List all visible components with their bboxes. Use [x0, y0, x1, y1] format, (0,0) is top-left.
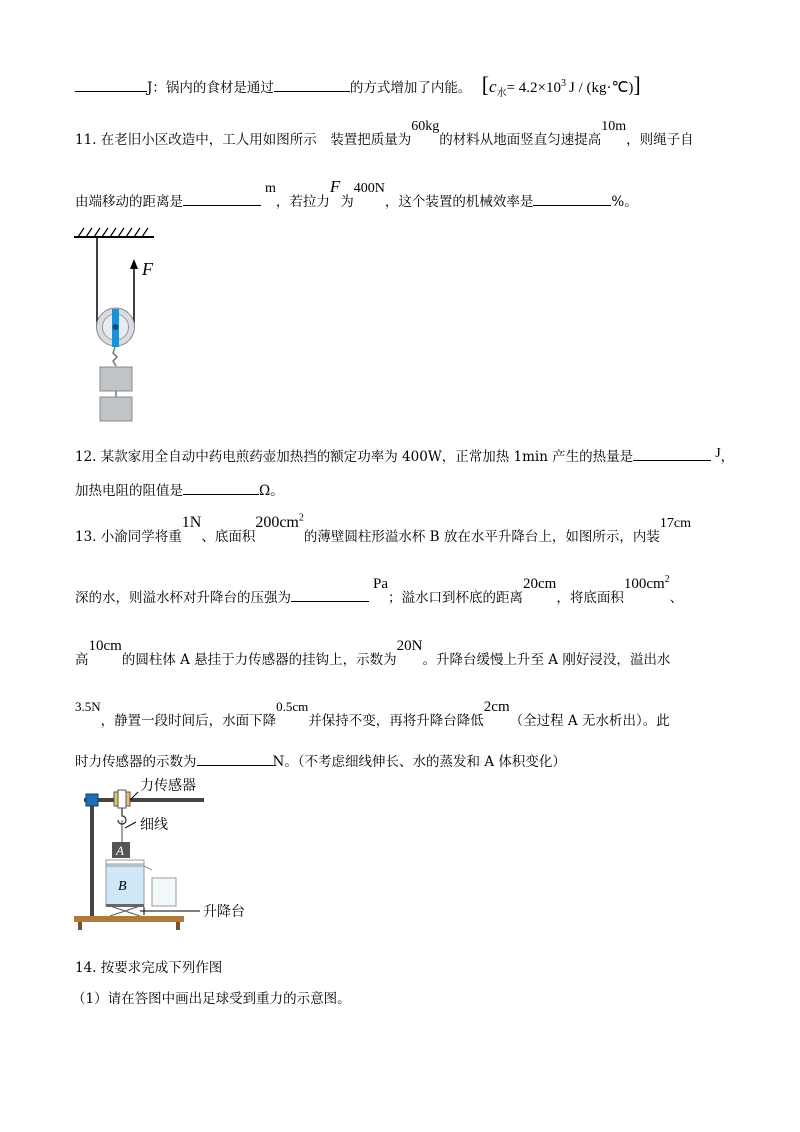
height-value: 10m: [601, 119, 627, 134]
answer-blank[interactable]: [533, 191, 611, 206]
mass-value: 60kg: [411, 119, 440, 134]
thread-label: 细线: [140, 817, 168, 833]
specific-heat-formula: [$c_水= 4.2\times 10^3$ J / (kg·℃)]: [481, 72, 641, 99]
q13-line-3: 高10cm的圆柱体 A 悬挂于力传感器的挂钩上，示数为20N。升降台缓慢上升至 A 刚好浸没，溢出水: [75, 638, 671, 668]
answer-blank[interactable]: [291, 587, 369, 602]
q14-title: 14. 按要求完成下列作图: [75, 960, 223, 976]
answer-blank[interactable]: [183, 480, 259, 495]
q14-sub1: （1）请在答图中画出足球受到重力的示意图。: [72, 991, 351, 1007]
answer-blank[interactable]: [197, 751, 273, 766]
q10-text-1: J：锅内的食材是通过: [147, 80, 274, 96]
q10-line: [75, 72, 641, 99]
cylinder-a-label: A: [116, 843, 124, 858]
overflow-cup-figure: [70, 776, 300, 936]
q13-line-2: 深的水，则溢水杯对升降台的压强为Pa；溢水口到杯底的距离20cm，将底面积$100cm^2$、: [75, 574, 684, 606]
q13-line-1: 13. 小渝同学将重1N、底面积$200cm^2$的薄壁圆柱形溢水杯 B 放在水平升降台上，如图所示，内装17cm: [75, 512, 691, 545]
cup-b-label: B: [118, 879, 127, 894]
q12-line-2: 加热电阻的阻值是 Ω。: [75, 479, 284, 499]
q10-text-2: 的方式增加了内能。: [349, 80, 472, 96]
q13-line-5: 时力传感器的示数为 N。（不考虑细线伸长、水的蒸发和 A 体积变化）: [75, 750, 566, 770]
pulley-figure: [70, 225, 180, 425]
q11-line-1: 11. 在老旧小区改造中，工人用如图所示 装置把质量为60kg的材料从地面竖直匀速提高10m，则绳子自: [75, 119, 694, 148]
answer-blank[interactable]: [75, 77, 147, 92]
force-symbol: F: [329, 177, 341, 196]
q12-line-1: 12. 某款家用全自动中药电煎药壶加热挡的额定功率为 400W，正常加热 1min 产生的热量是 J，: [75, 446, 735, 465]
sensor-label: 力传感器: [140, 778, 196, 794]
platform-label: 升降台: [203, 904, 245, 920]
q11-line-2: 由端移动的距离是m，若拉力F为400N，这个装置的机械效率是 %。: [75, 177, 638, 210]
force-arrow-label: F: [142, 259, 153, 279]
answer-blank[interactable]: [274, 77, 350, 92]
answer-blank[interactable]: [183, 191, 261, 206]
force-value: 400N: [353, 181, 385, 196]
q13-line-4: 3.5N，静置一段时间后，水面下降0.5cm并保持不变，再将升降台降低2cm（全过程 A 无水析出）。此: [75, 699, 670, 729]
answer-blank[interactable]: [633, 446, 711, 461]
